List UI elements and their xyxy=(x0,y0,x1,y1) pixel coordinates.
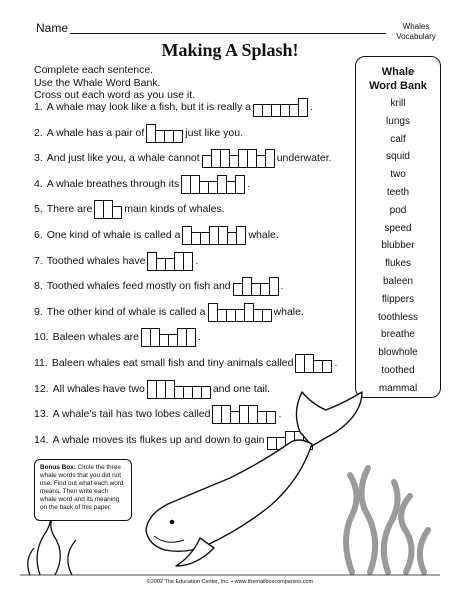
question-text-after: underwater. xyxy=(276,152,332,165)
answer-boxes[interactable] xyxy=(141,327,196,347)
bonus-label: Bonus Box: xyxy=(40,464,76,471)
topic-label xyxy=(392,22,440,42)
question-text-after: just like you. xyxy=(185,126,244,139)
letter-box[interactable] xyxy=(322,360,332,373)
question-number: 4. xyxy=(34,177,43,190)
word-bank-item[interactable]: pod xyxy=(389,204,407,216)
question-8 xyxy=(34,275,284,297)
word-bank-list xyxy=(356,95,440,398)
page-title: Making A Splash! xyxy=(161,40,299,60)
word-bank-title-line-1: Whale xyxy=(381,66,415,78)
question-number: 14. xyxy=(34,433,49,446)
word-bank-item[interactable]: blubber xyxy=(381,240,415,252)
bonus-text: Circle the three whale words that you did not use. Find out what each word means. Then write each whale word and its meaning on the back of this paper. xyxy=(40,464,124,511)
question-number: 11. xyxy=(34,357,48,369)
instruction-line: Complete each sentence. xyxy=(34,64,154,76)
letter-box[interactable] xyxy=(186,328,196,347)
copyright: ©2002 The Education Center, Inc. • www.themailboxcompanion.com xyxy=(146,579,314,585)
question-number: 2. xyxy=(34,126,43,139)
letter-box[interactable] xyxy=(236,226,246,245)
question-text-after: . xyxy=(198,331,201,344)
question-text-after: . xyxy=(280,280,284,293)
question-7 xyxy=(34,250,198,272)
answer-boxes[interactable] xyxy=(94,199,122,219)
question-number: 1. xyxy=(34,101,43,113)
question-number: 10. xyxy=(34,331,49,344)
question-text: Baleen whales are xyxy=(52,331,139,344)
question-text: A whale breathes through its xyxy=(46,177,180,190)
letter-box[interactable] xyxy=(262,309,272,322)
word-bank-item[interactable]: mammal xyxy=(378,382,418,394)
word-bank-item[interactable]: speed xyxy=(384,222,412,234)
word-bank-item[interactable]: toothed xyxy=(381,364,415,376)
question-text-after: . xyxy=(310,101,313,113)
question-text: And just like you, a whale cannot xyxy=(46,152,200,165)
name-line[interactable] xyxy=(70,33,386,34)
question-text-after: . xyxy=(278,408,282,421)
answer-boxes[interactable] xyxy=(208,302,272,322)
answer-boxes[interactable] xyxy=(147,251,193,271)
word-bank-item[interactable]: teeth xyxy=(386,186,410,198)
question-3 xyxy=(34,147,332,169)
question-text: A whale moves its flukes up and down to gain xyxy=(52,433,265,446)
question-text: Toothed whales have xyxy=(46,254,146,267)
answer-boxes[interactable] xyxy=(146,123,183,143)
topic-line-2: Vocabulary xyxy=(396,32,436,41)
name-label: Name xyxy=(36,21,69,35)
question-2 xyxy=(34,122,243,144)
question-text: A whale may look like a fish, but it is really a xyxy=(46,101,252,113)
letter-box[interactable] xyxy=(265,149,275,168)
letter-box[interactable] xyxy=(298,98,308,117)
question-text: Toothed whales feed mostly on fish and xyxy=(46,280,231,293)
word-bank-title-line-2: Word Bank xyxy=(369,80,427,92)
question-number: 3. xyxy=(34,152,43,165)
answer-boxes[interactable] xyxy=(295,353,332,373)
question-number: 9. xyxy=(34,305,43,318)
whale xyxy=(146,392,362,566)
seaweed-right xyxy=(346,468,428,572)
question-text-after: . xyxy=(334,357,338,369)
answer-boxes[interactable] xyxy=(253,97,308,117)
question-text: There are xyxy=(46,203,93,216)
question-number: 6. xyxy=(34,229,43,241)
letter-box[interactable] xyxy=(269,277,279,296)
letter-box[interactable] xyxy=(235,175,245,194)
word-bank-title xyxy=(356,65,440,93)
word-bank-item[interactable]: flippers xyxy=(381,293,415,305)
answer-boxes[interactable] xyxy=(182,225,246,245)
question-11 xyxy=(34,352,337,374)
question-text: One kind of whale is called a xyxy=(46,229,181,241)
bonus-box xyxy=(34,459,132,521)
question-text-after: whale. xyxy=(248,229,279,241)
question-5 xyxy=(34,198,225,220)
letter-box[interactable] xyxy=(173,130,183,143)
question-10 xyxy=(34,326,201,348)
question-number: 5. xyxy=(34,203,43,216)
answer-boxes[interactable] xyxy=(202,148,275,168)
word-bank-item[interactable]: blowhole xyxy=(378,347,418,359)
letter-box[interactable] xyxy=(183,252,193,271)
question-text-after: whale. xyxy=(273,305,304,318)
letter-box[interactable] xyxy=(112,206,122,219)
question-number: 8. xyxy=(34,280,43,293)
answer-boxes[interactable] xyxy=(233,276,279,296)
instruction-line: Use the Whale Word Bank. xyxy=(34,76,161,89)
question-text: A whale's tail has two lobes called xyxy=(52,408,211,421)
question-number: 7. xyxy=(34,254,43,267)
word-bank-item[interactable]: flukes xyxy=(384,258,412,270)
word-bank-item[interactable]: squid xyxy=(386,151,410,163)
question-number: 12. xyxy=(34,382,49,395)
topic-line-1: Whales xyxy=(402,22,430,31)
question-1 xyxy=(34,96,313,118)
question-text-after: main kinds of whales. xyxy=(124,203,225,216)
question-text-after: and one tail. xyxy=(212,382,271,395)
word-bank-item[interactable]: krill xyxy=(390,98,406,109)
question-4 xyxy=(34,173,250,195)
question-text: Baleen whales eat small fish and tiny animals called xyxy=(51,357,294,369)
word-bank-item[interactable]: calf xyxy=(390,133,406,145)
question-text: The other kind of whale is called a xyxy=(46,305,206,318)
question-6 xyxy=(34,224,279,246)
question-text-after: . xyxy=(247,177,251,190)
instruction-line: Cross out each word as you use it. xyxy=(34,89,196,101)
question-text: All whales have two xyxy=(52,382,145,395)
word-bank-item[interactable]: two xyxy=(390,169,406,181)
question-9 xyxy=(34,301,304,323)
question-text: A whale has a pair of xyxy=(46,126,145,139)
word-bank xyxy=(355,56,441,398)
word-bank-item[interactable]: lungs xyxy=(386,115,410,127)
question-text-after: . xyxy=(195,254,199,267)
question-number: 13. xyxy=(34,408,49,421)
answer-boxes[interactable] xyxy=(181,174,245,194)
word-bank-item[interactable]: breathe xyxy=(381,329,415,341)
word-bank-item[interactable]: toothless xyxy=(377,311,419,323)
word-bank-item[interactable]: baleen xyxy=(382,275,414,287)
